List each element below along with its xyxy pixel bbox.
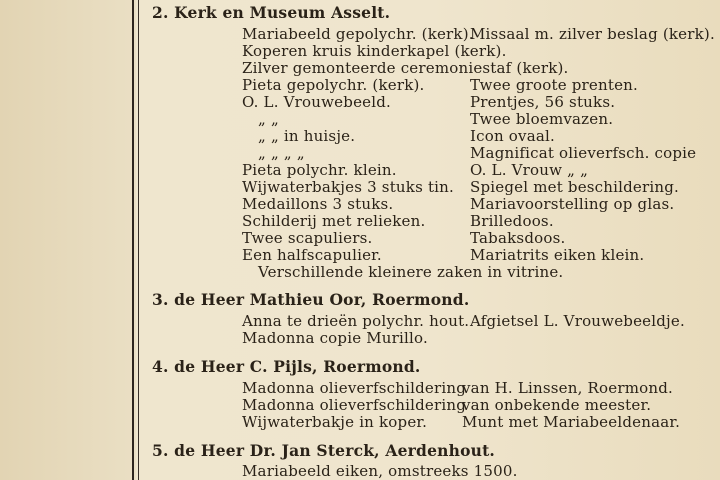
item-left: Anna te drieën polychr. hout. <box>242 312 470 330</box>
item-left: Pieta polychr. klein. <box>242 161 397 179</box>
item-right: van H. Linssen, Roermond. <box>462 379 674 397</box>
item-left: Madonna olieverfschildering <box>242 379 467 397</box>
item-right: Twee bloemvazen. <box>470 110 614 128</box>
item-right: Spiegel met beschildering. <box>470 178 680 196</box>
item-right: Tabaksdoos. <box>470 229 566 247</box>
item-left: Wijwaterbakje in koper. <box>242 413 428 431</box>
section-heading: 3. de Heer Mathieu Oor, Roermond. <box>152 290 470 309</box>
item-right: Mariatrits eiken klein. <box>470 246 645 264</box>
item-left: Zilver gemonteerde ceremoniestaf (kerk). <box>242 59 569 77</box>
ditto-marks: „ „ in huisje. <box>258 127 356 145</box>
ditto-marks: „ „ <box>258 110 279 128</box>
item-left: Koperen kruis kinderkapel (kerk). <box>242 42 507 60</box>
item-right: Twee groote prenten. <box>470 76 638 94</box>
item-left: Een halfscapulier. <box>242 246 382 264</box>
item-right: Munt met Mariabeeldenaar. <box>462 413 681 431</box>
item-left: Madonna copie Murillo. <box>242 329 428 347</box>
item-right: van onbekende meester. <box>462 396 652 414</box>
item-right: O. L. Vrouw „ „ <box>470 161 589 179</box>
item-left: Twee scapuliers. <box>242 229 373 247</box>
item-left: Madonna olieverfschildering <box>242 396 467 414</box>
item-left: Schilderij met relieken. <box>242 212 426 230</box>
item-right: Icon ovaal. <box>470 127 555 145</box>
ditto-marks: „ „ „ „ <box>258 144 305 162</box>
item-right: Afgietsel L. Vrouwebeeldje. <box>470 312 685 330</box>
item-right: Missaal m. zilver beslag (kerk). <box>470 25 715 43</box>
item-left: Medaillons 3 stuks. <box>242 195 394 213</box>
item-left: Mariabeeld eiken, omstreeks 1500. <box>242 462 518 480</box>
section-heading: 5. de Heer Dr. Jan Sterck, Aerdenhout. <box>152 441 496 460</box>
item-right: Brilledoos. <box>470 212 554 230</box>
item-left: Verschillende kleinere zaken in vitrine. <box>258 263 564 281</box>
item-left: Pieta gepolychr. (kerk). <box>242 76 425 94</box>
item-right: Magnificat olieverfsch. copie <box>470 144 697 162</box>
item-right: Prentjes, 56 stuks. <box>470 93 616 111</box>
item-left: O. L. Vrouwebeeld. <box>242 93 391 111</box>
section-heading: 2. Kerk en Museum Asselt. <box>152 3 391 22</box>
section-heading: 4. de Heer C. Pijls, Roermond. <box>152 357 421 376</box>
item-left: Mariabeeld gepolychr. (kerk). <box>242 25 474 43</box>
item-right: Mariavoorstelling op glas. <box>470 195 675 213</box>
item-left: Wijwaterbakjes 3 stuks tin. <box>242 178 454 196</box>
